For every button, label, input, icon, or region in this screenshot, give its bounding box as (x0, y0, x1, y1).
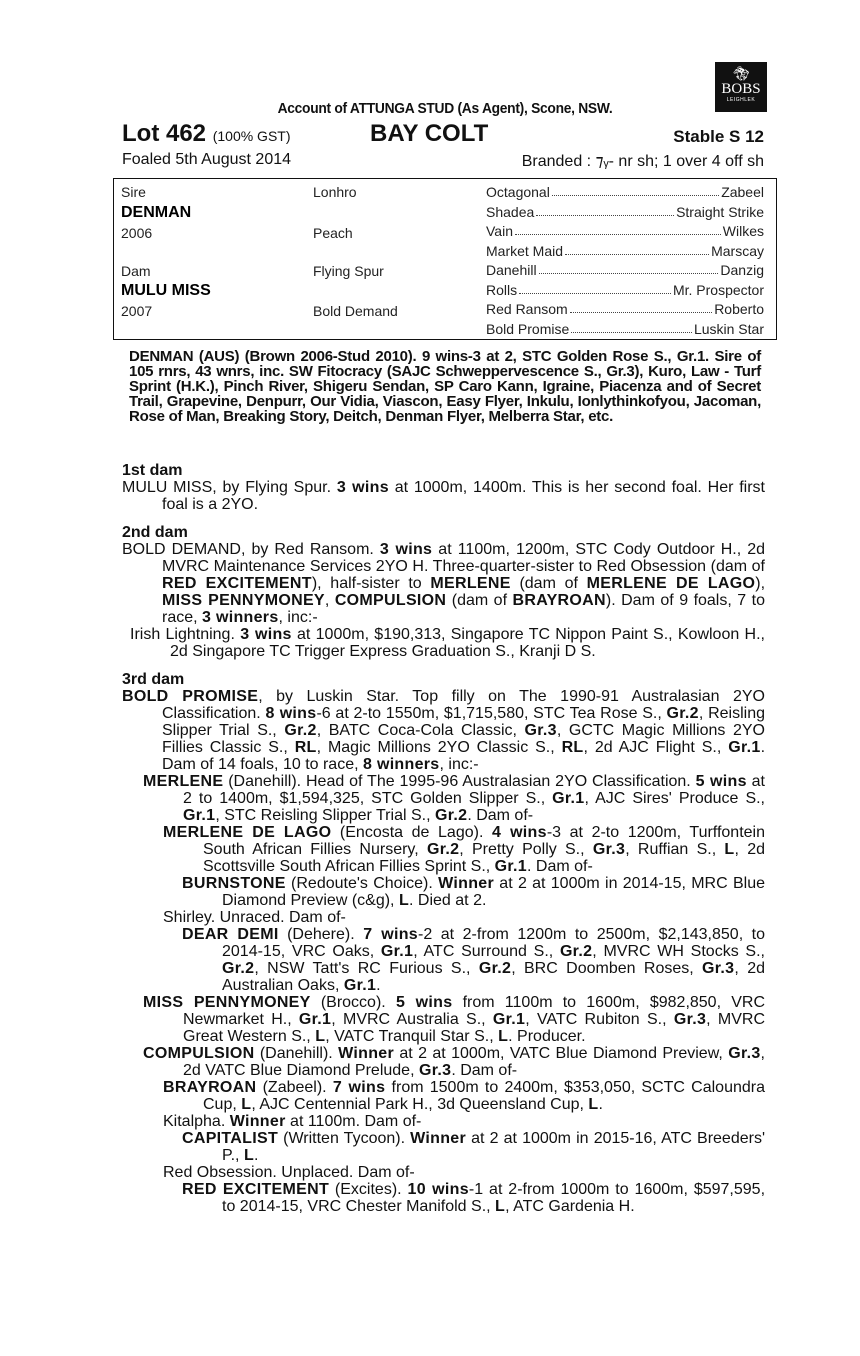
highlight-text: Gr.2 (559, 943, 593, 960)
family-entry (122, 773, 765, 824)
family-entry (122, 994, 765, 1045)
dam-dam: Bold Demand (313, 303, 398, 319)
entry-text: . Dam of 14 foals, 10 to race, (162, 739, 766, 773)
highlight-text: Gr.2 (222, 960, 255, 977)
dam-sire: Flying Spur (313, 263, 384, 279)
highlight-text: Gr.1 (380, 943, 414, 960)
highlight-text: L (588, 1096, 599, 1113)
entry-text: . Died at 2. (409, 892, 487, 909)
family-entry (122, 1164, 765, 1181)
entry-text: at 2 at 1000m in 2014-15, MRC Blue Diamond Preview (c&g), (222, 875, 765, 909)
entry-text: . Dam of- (467, 807, 534, 824)
ancestor-sire: Roberto (714, 301, 764, 317)
entry-text: , AJC Sires' Produce S., (584, 790, 766, 807)
entry-text: at 1100m, 1200m, STC Cody Outdoor H., 2d MVRC Maintenance Services 2YO H. Three-quarter-sister to Red Obsession (dam of (162, 541, 766, 575)
highlight-text: 8 wins (265, 705, 317, 722)
entry-text: , Magic Millions 2YO Classic S., (316, 739, 562, 756)
horse-rider-icon: 🏇︎ (732, 65, 750, 81)
ancestor-name: Vain (486, 223, 513, 239)
highlight-text: RL (294, 739, 317, 756)
third-gen-row (486, 184, 764, 200)
entry-text: Shirley. Unraced. Dam of- (163, 909, 346, 926)
ancestor-sire: Wilkes (722, 223, 764, 239)
entry-text: , (324, 592, 335, 609)
entry-text: (Brocco). (310, 994, 396, 1011)
dam-name: MULU MISS (121, 282, 211, 299)
highlight-text: Gr.1 (183, 807, 216, 824)
highlight-text: Gr.1 (552, 790, 585, 807)
ancestor-sire: Luskin Star (693, 320, 764, 337)
entry-text: (Danehill). (254, 1045, 339, 1062)
dam-label: Dam (121, 263, 151, 279)
highlight-text: 10 wins (407, 1181, 469, 1198)
highlight-text: MERLENE (430, 575, 511, 592)
entry-text: , VATC Tranquil Star S., (325, 1028, 499, 1045)
entry-text: (Danehill). Head of The 1995-96 Australasian 2YO Classification. (223, 773, 696, 790)
highlight-text: COMPULSION (334, 592, 447, 609)
logo-name: BOBS (721, 81, 761, 97)
entry-text: . (254, 1147, 259, 1164)
highlight-text: Gr.1 (492, 1011, 526, 1028)
family-entry (122, 688, 765, 773)
highlight-text: 3 wins (336, 479, 389, 496)
dot-leader (565, 243, 709, 255)
entry-text: -6 at 2-to 1550m, $1,715,580, STC Tea Rose S., (316, 705, 667, 722)
family-entry (122, 626, 765, 660)
entry-text: (Excites). (329, 1181, 408, 1198)
highlight-text: BURNSTONE (182, 875, 286, 892)
entry-text: (Dehere). (278, 926, 364, 943)
highlight-text: Gr.1 (494, 858, 528, 875)
sire-label: Sire (121, 184, 146, 200)
brand-marks: Branded : ⁊ᵧ- nr sh; 1 over 4 off sh (521, 153, 764, 170)
highlight-text: Gr.3 (702, 960, 735, 977)
lot-number (122, 120, 291, 148)
entry-text: , MVRC WH Stocks S., (592, 943, 765, 960)
highlight-text: Gr.3 (592, 841, 626, 858)
entry-text: (Redoute's Choice). (285, 875, 439, 892)
entry-text: at 1000m, $190,313, Singapore TC Nippon Paint S., Kowloon H., 2d Singapore TC Trigger Express Graduation S., Kranji D S. (170, 626, 765, 660)
highlight-text: L (398, 892, 410, 909)
ancestor-name: Danehill (486, 262, 537, 278)
third-gen-row (486, 321, 764, 337)
entry-text: ), half-sister to (311, 575, 431, 592)
highlight-text: BRAYROAN (163, 1079, 257, 1096)
highlight-text: 3 wins (379, 541, 433, 558)
family-entry (122, 1079, 765, 1113)
entry-text: , 2d AJC Flight S., (583, 739, 729, 756)
entry-text: , GCTC Magic Millions 2YO Fillies Classic S., (162, 722, 766, 756)
highlight-text: BOLD PROMISE (122, 688, 259, 705)
lot-description: BAY COLT (370, 120, 489, 147)
entry-text: , 2d Scottsville South African Fillies Sprint S., (203, 841, 765, 875)
highlight-text: L (498, 1028, 509, 1045)
entry-text: , MVRC Australia S., (331, 1011, 493, 1028)
entry-text: -1 at 2-from 1000m to 1600m, $597,595, to 2014-15, VRC Chester Manifold S., (222, 1181, 766, 1215)
dot-leader (571, 321, 692, 333)
highlight-text: L (724, 841, 735, 858)
entry-text: at 1100m. Dam of- (285, 1113, 422, 1130)
sire-summary: DENMAN (AUS) (Brown 2006-Stud 2010). 9 wins-3 at 2, STC Golden Rose S., Gr.1. Sire of 105 rnrs, 43 wnrs, inc. SW Fitocracy (SAJC Schweppervescence S., Gr.3), Kuro, Law - Turf Sprint (H.K.), Pinch River, Shigeru Sendan, SP Caro Kann, Igraine, Piacenza and of Secret Trail, Grapevine, Denpurr, Our Vidia, Viascon, Easy Flyer, Inkulu, Ionlythinkofyou, Jacoman, Rose of Man, Breaking Story, Deitch, Denman Flyer, Melberra Star, etc. (129, 348, 761, 425)
family-entry (122, 1181, 765, 1215)
highlight-text: MERLENE DE LAGO (586, 575, 756, 592)
entry-text: , ATC Surround S., (413, 943, 560, 960)
sire-dam: Peach (313, 225, 353, 241)
highlight-text: 5 wins (395, 994, 453, 1011)
ancestor-name: Bold Promise (486, 320, 570, 337)
sire-sire: Lonhro (313, 184, 357, 200)
entry-text: , inc:- (439, 756, 479, 773)
logo-sub: LEIGHLEK (726, 97, 756, 103)
entry-text: Red Obsession. Unplaced. Dam of- (163, 1164, 415, 1181)
highlight-text: MERLENE (143, 773, 224, 790)
highlight-text: CAPITALIST (182, 1130, 279, 1147)
entry-text: Irish Lightning. (130, 626, 241, 643)
entry-text: . (376, 977, 381, 994)
highlight-text: Gr.1 (298, 1011, 332, 1028)
ancestor-name: Octagonal (486, 184, 550, 200)
highlight-text: Gr.2 (434, 807, 468, 824)
dam-heading: 1st dam (122, 462, 183, 479)
entry-text: , Reisling Slipper Trial S., (162, 705, 765, 739)
highlight-text: L (241, 1096, 252, 1113)
foaled-date: Foaled 5th August 2014 (122, 151, 292, 168)
dam-heading: 3rd dam (122, 671, 185, 688)
entry-text: -3 at 2-to 1200m, Turffontein South African Fillies Nursery, (203, 824, 765, 858)
entry-text: at 1000m, 1400m. This is her second foal. Her first foal is a 2YO. (162, 479, 765, 513)
third-gen-row (486, 223, 764, 239)
ancestor-name: Shadea (486, 203, 535, 220)
dam-year: 2007 (121, 303, 153, 319)
ancestor-sire: Straight Strike (676, 203, 764, 220)
ancestor-sire: Zabeel (721, 184, 764, 200)
entry-text: (Zabeel). (256, 1079, 333, 1096)
highlight-text: 7 wins (332, 1079, 386, 1096)
highlight-text: L (495, 1198, 506, 1215)
family-entry (122, 1113, 765, 1130)
family-entry (122, 875, 765, 909)
highlight-text: Gr.1 (343, 977, 377, 994)
entry-text: . Dam of- (451, 1062, 518, 1079)
third-gen-row (486, 282, 764, 298)
dot-leader (519, 282, 671, 294)
third-gen-row (486, 204, 764, 220)
ancestor-name: Red Ransom (486, 301, 568, 317)
highlight-text: 3 winners (202, 609, 279, 626)
entry-text: at 2 at 1000m, VATC Blue Diamond Preview, (394, 1045, 729, 1062)
dot-leader (536, 204, 674, 216)
highlight-text: MISS PENNYMONEY (162, 592, 325, 609)
highlight-text: 5 wins (695, 773, 747, 790)
highlight-text: 8 winners (363, 756, 440, 773)
highlight-text: RL (561, 739, 584, 756)
family-entry (122, 824, 765, 875)
ancestor-sire: Marscay (711, 242, 764, 259)
highlight-text: Gr.3 (728, 1045, 761, 1062)
stable-location: Stable S 12 (673, 127, 764, 146)
highlight-text: MERLENE DE LAGO (163, 824, 332, 841)
lot-label: Lot 462 (122, 120, 207, 147)
entry-text: . Producer. (508, 1028, 586, 1045)
ancestor-name: Rolls (486, 281, 518, 298)
highlight-text: RED EXCITEMENT (162, 575, 312, 592)
entry-text: from 1500m to 2400m, $353,050, SCTC Caloundra Cup, (203, 1079, 765, 1113)
dot-leader (539, 262, 719, 274)
family-details (122, 462, 765, 1215)
dam-heading: 2nd dam (122, 524, 188, 541)
highlight-text: Gr.2 (426, 841, 460, 858)
entry-text: Kitalpha. (163, 1113, 230, 1130)
highlight-text: RED EXCITEMENT (182, 1181, 330, 1198)
entry-text: , ATC Gardenia H. (505, 1198, 635, 1215)
entry-text: -2 at 2-from 1200m to 2500m, $2,143,850, to 2014-15, VRC Oaks, (222, 926, 766, 960)
highlight-text: 7 wins (363, 926, 419, 943)
highlight-text: Gr.2 (666, 705, 699, 722)
highlight-text: Gr.3 (673, 1011, 707, 1028)
family-entry (122, 1045, 765, 1079)
entry-text: , MVRC Great Western S., (183, 1011, 766, 1045)
family-entry (122, 541, 765, 626)
highlight-text: BRAYROAN (512, 592, 606, 609)
highlight-text: COMPULSION (143, 1045, 255, 1062)
entry-text: BOLD DEMAND, by Red Ransom. (122, 541, 380, 558)
entry-text: , VATC Rubiton S., (525, 1011, 674, 1028)
entry-text: , by Luskin Star. Top filly on The 1990-91 Australasian 2YO Classification. (162, 688, 766, 722)
family-entry (122, 479, 765, 513)
entry-text: , AJC Centennial Park H., 3d Queensland Cup, (251, 1096, 589, 1113)
sire-name: DENMAN (121, 204, 192, 221)
highlight-text: Gr.3 (524, 722, 557, 739)
entry-text: . (598, 1096, 603, 1113)
ancestor-name: Market Maid (486, 242, 564, 259)
entry-text: , 2d Australian Oaks, (222, 960, 765, 994)
entry-text: , BATC Coca-Cola Classic, (316, 722, 525, 739)
entry-text: , BRC Doomben Roses, (511, 960, 703, 977)
highlight-text: Gr.2 (478, 960, 512, 977)
highlight-text: L (315, 1028, 326, 1045)
entry-text: , Ruffian S., (625, 841, 725, 858)
ancestor-sire: Mr. Prospector (672, 281, 764, 298)
entry-text: MULU MISS, by Flying Spur. (122, 479, 337, 496)
ancestor-sire: Danzig (720, 262, 764, 278)
entry-text: . Dam of- (527, 858, 593, 875)
entry-text: (Written Tycoon). (278, 1130, 411, 1147)
entry-text: ). Dam of 9 foals, 7 to race, (162, 592, 765, 626)
highlight-text: Winner (338, 1045, 395, 1062)
entry-text: , Pretty Polly S., (459, 841, 593, 858)
third-gen-row (486, 243, 764, 259)
dot-leader (570, 301, 712, 313)
entry-text: , NSW Tatt's RC Furious S., (254, 960, 479, 977)
entry-text: (dam of (510, 575, 587, 592)
entry-text: at 2 to 1400m, $1,594,325, STC Golden Slipper S., (183, 773, 765, 807)
entry-text: (dam of (446, 592, 513, 609)
entry-text: , 2d VATC Blue Diamond Prelude, (183, 1045, 765, 1079)
highlight-text: Gr.2 (284, 722, 317, 739)
vendor-account: Account of ATTUNGA STUD (As Agent), Scone, NSW. (277, 100, 613, 117)
entry-text: , STC Reisling Slipper Trial S., (215, 807, 435, 824)
highlight-text: 3 wins (240, 626, 292, 643)
highlight-text: Winner (410, 1130, 467, 1147)
entry-text: from 1100m to 1600m, $982,850, VRC Newmarket H., (183, 994, 766, 1028)
highlight-text: DEAR DEMI (182, 926, 279, 943)
third-gen-row (486, 301, 764, 317)
dot-leader (515, 223, 721, 235)
family-entry (122, 1130, 765, 1164)
highlight-text: MISS PENNYMONEY (143, 994, 311, 1011)
gst-note: (100% GST) (212, 128, 291, 144)
entry-text: , inc:- (278, 609, 318, 626)
highlight-text: Gr.1 (728, 739, 761, 756)
entry-text: (Encosta de Lago). (331, 824, 492, 841)
highlight-text: L (243, 1147, 255, 1164)
dot-leader (552, 184, 719, 196)
pedigree-table (113, 178, 777, 340)
highlight-text: Winner (438, 875, 494, 892)
entry-text: ), (755, 575, 766, 592)
third-gen-row (486, 262, 764, 278)
highlight-text: 4 wins (491, 824, 547, 841)
entry-text: at 2 at 1000m in 2015-16, ATC Breeders' P., (222, 1130, 765, 1164)
family-entry (122, 909, 765, 926)
family-entry (122, 926, 765, 994)
highlight-text: Winner (229, 1113, 286, 1130)
highlight-text: Gr.3 (418, 1062, 452, 1079)
sire-year: 2006 (121, 225, 153, 241)
